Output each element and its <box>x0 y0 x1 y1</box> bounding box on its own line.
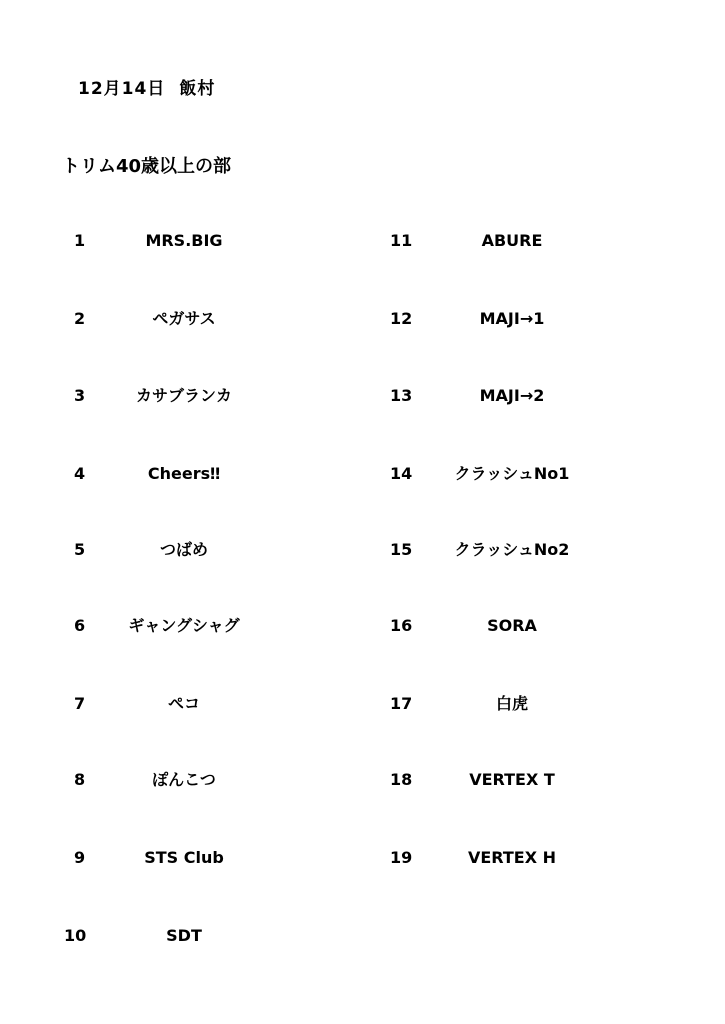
team-number: 15 <box>390 540 413 559</box>
team-number: 7 <box>74 694 86 713</box>
team-number: 2 <box>74 309 86 328</box>
team-number: 17 <box>390 694 413 713</box>
team-name: 白虎 <box>495 694 528 713</box>
team-name: VERTEX H <box>467 848 557 867</box>
team-number: 16 <box>390 616 413 635</box>
team-name: MAJI→1 <box>479 309 545 328</box>
team-name: VERTEX T <box>469 770 555 789</box>
team-name: SDT <box>166 926 202 945</box>
team-name: Cheers‼ <box>147 464 221 483</box>
category-title: トリム40歳以上の部 <box>62 156 232 177</box>
team-name: ギャングシャグ <box>128 616 240 635</box>
team-name: MAJI→2 <box>479 386 545 405</box>
team-name: MRS.BIG <box>145 231 223 250</box>
team-name: ペガサス <box>152 309 216 328</box>
team-number: 9 <box>74 848 86 867</box>
team-name: SORA <box>487 616 537 635</box>
team-name: カサブランカ <box>135 386 232 405</box>
team-name: つばめ <box>159 540 208 559</box>
team-number: 8 <box>74 770 86 789</box>
document-place: 飯村 <box>179 79 216 99</box>
team-name: STS Club <box>144 848 224 867</box>
team-name: ペコ <box>167 694 200 713</box>
team-name: ABURE <box>481 231 543 250</box>
team-number: 10 <box>64 926 87 945</box>
team-number: 14 <box>390 464 413 483</box>
team-number: 6 <box>74 616 86 635</box>
team-number: 3 <box>74 386 86 405</box>
team-number: 1 <box>74 231 86 250</box>
team-name: ぽんこつ <box>152 770 216 789</box>
document-date: 12月14日 <box>78 79 166 99</box>
team-name: クラッシュNo1 <box>454 464 570 483</box>
team-name: クラッシュNo2 <box>454 540 570 559</box>
team-number: 19 <box>390 848 413 867</box>
team-number: 12 <box>390 309 413 328</box>
team-number: 18 <box>390 770 413 789</box>
team-number: 5 <box>74 540 86 559</box>
team-number: 4 <box>74 464 86 483</box>
team-number: 11 <box>390 231 413 250</box>
team-number: 13 <box>390 386 413 405</box>
